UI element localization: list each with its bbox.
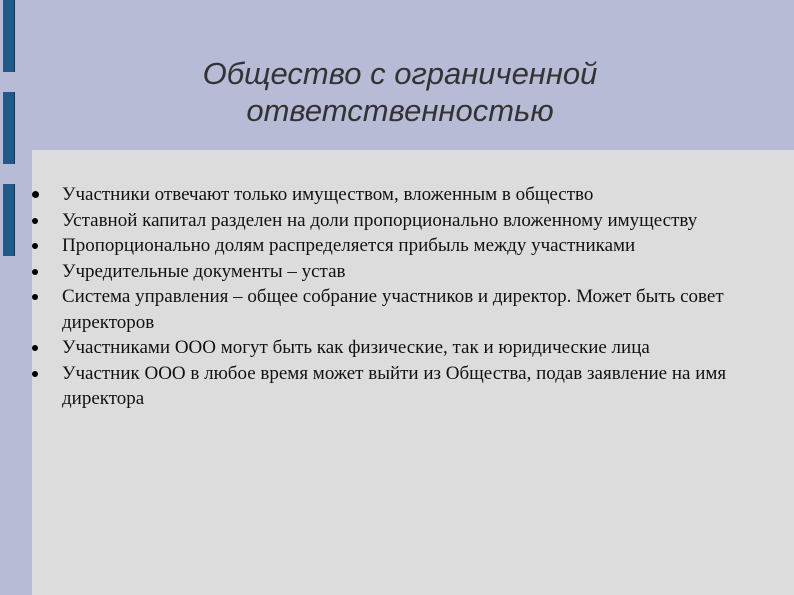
bullet-text: Учредительные документы – устав [62,260,346,282]
slide-title: Общество с ограниченной ответственностью [202,56,598,128]
bullet-dot-icon [32,269,38,275]
bullet-text: Участниками ООО могут быть как физические, так и юридические лица [62,337,650,358]
bullet-dot-icon [32,243,38,249]
bullet-item [32,259,732,285]
bullet-text: Участник ООО в любое время может выйти из Общества, подав заявление на имя директора [62,362,727,409]
bullet-item [32,182,732,208]
bullet-text: Уставной капитал разделен на доли пропорционально вложенному имуществу [62,209,698,231]
bullet-item [32,208,732,234]
bullet-text: Участники отвечают только имуществом, вложенным в общество [62,184,594,205]
bullet-list [32,182,732,412]
bullet-item [32,233,732,259]
left-decoration-block [3,92,15,164]
bullet-text: Система управления – общее собрание участников и директор. Может быть совет директоров [62,286,724,333]
bullet-dot-icon [32,218,38,224]
bullet-dot-icon [32,345,38,351]
bullet-dot-icon [32,371,38,377]
left-decoration-block [3,184,15,256]
left-decoration-strip [0,0,20,595]
bullet-item [32,361,732,412]
bullet-item [32,335,732,361]
bullet-dot-icon [32,191,39,198]
bullet-item [32,284,732,335]
bullet-text: Пропорционально долям распределяется прибыль между участниками [62,235,636,256]
bullet-dot-icon [32,294,38,300]
left-decoration-block [3,0,15,72]
